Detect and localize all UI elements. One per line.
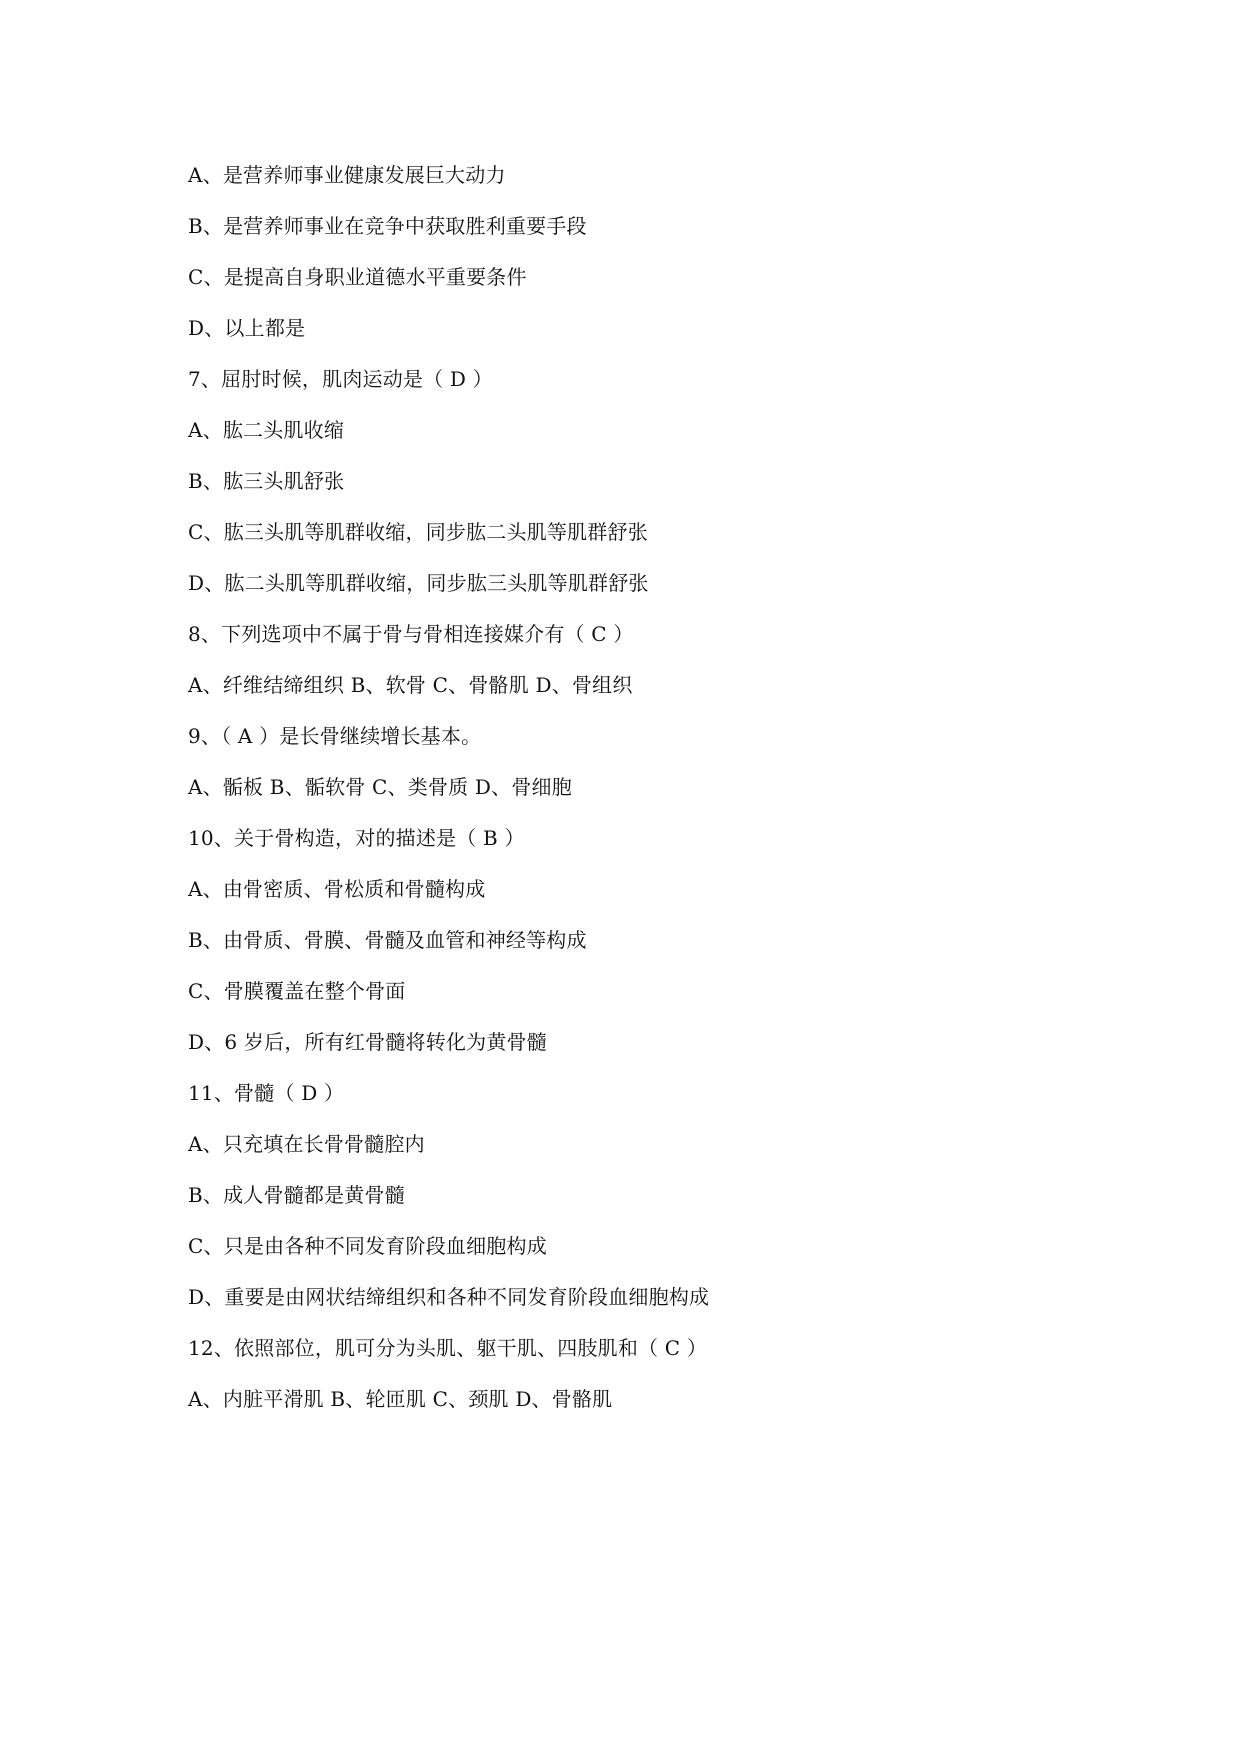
option-line: C、肱三头肌等肌群收缩，同步肱二头肌等肌群舒张 xyxy=(188,520,648,544)
option-line: D、6 岁后，所有红骨髓将转化为黄骨髓 xyxy=(188,1030,547,1054)
question-line: 8、下列选项中不属于骨与骨相连接媒介有（ C ） xyxy=(188,622,634,646)
option-line: A、只充填在长骨骨髓腔内 xyxy=(188,1132,425,1156)
options-line: A、内脏平滑肌 B、轮匝肌 C、颈肌 D、骨骼肌 xyxy=(188,1387,613,1411)
option-line: D、肱二头肌等肌群收缩，同步肱三头肌等肌群舒张 xyxy=(188,571,649,595)
option-line: A、由骨密质、骨松质和骨髓构成 xyxy=(188,877,486,901)
question-line: 7、屈肘时候，肌肉运动是（ D ） xyxy=(188,367,493,391)
option-line: C、骨膜覆盖在整个骨面 xyxy=(188,979,406,1003)
options-line: A、纤维结缔组织 B、软骨 C、骨骼肌 D、骨组织 xyxy=(188,673,633,697)
option-line: A、是营养师事业健康发展巨大动力 xyxy=(188,163,506,187)
question-line: 11、骨髓（ D ） xyxy=(188,1081,345,1105)
option-line: A、肱二头肌收缩 xyxy=(188,418,345,442)
option-line: C、只是由各种不同发育阶段血细胞构成 xyxy=(188,1234,547,1258)
option-line: B、成人骨髓都是黄骨髓 xyxy=(188,1183,405,1207)
question-line: 9、（ A ）是长骨继续增长基本。 xyxy=(188,724,482,748)
options-line: A、骺板 B、骺软骨 C、类骨质 D、骨细胞 xyxy=(188,775,572,799)
option-line: B、是营养师事业在竞争中获取胜利重要手段 xyxy=(188,214,587,238)
option-line: B、肱三头肌舒张 xyxy=(188,469,345,493)
option-line: C、是提高自身职业道德水平重要条件 xyxy=(188,265,527,289)
question-line: 12、依照部位，肌可分为头肌、躯干肌、四肢肌和（ C ） xyxy=(188,1336,708,1360)
option-line: D、以上都是 xyxy=(188,316,306,340)
question-line: 10、关于骨构造，对的描述是（ B ） xyxy=(188,826,525,850)
option-line: D、重要是由网状结缔组织和各种不同发育阶段血细胞构成 xyxy=(188,1285,710,1309)
option-line: B、由骨质、骨膜、骨髓及血管和神经等构成 xyxy=(188,928,587,952)
